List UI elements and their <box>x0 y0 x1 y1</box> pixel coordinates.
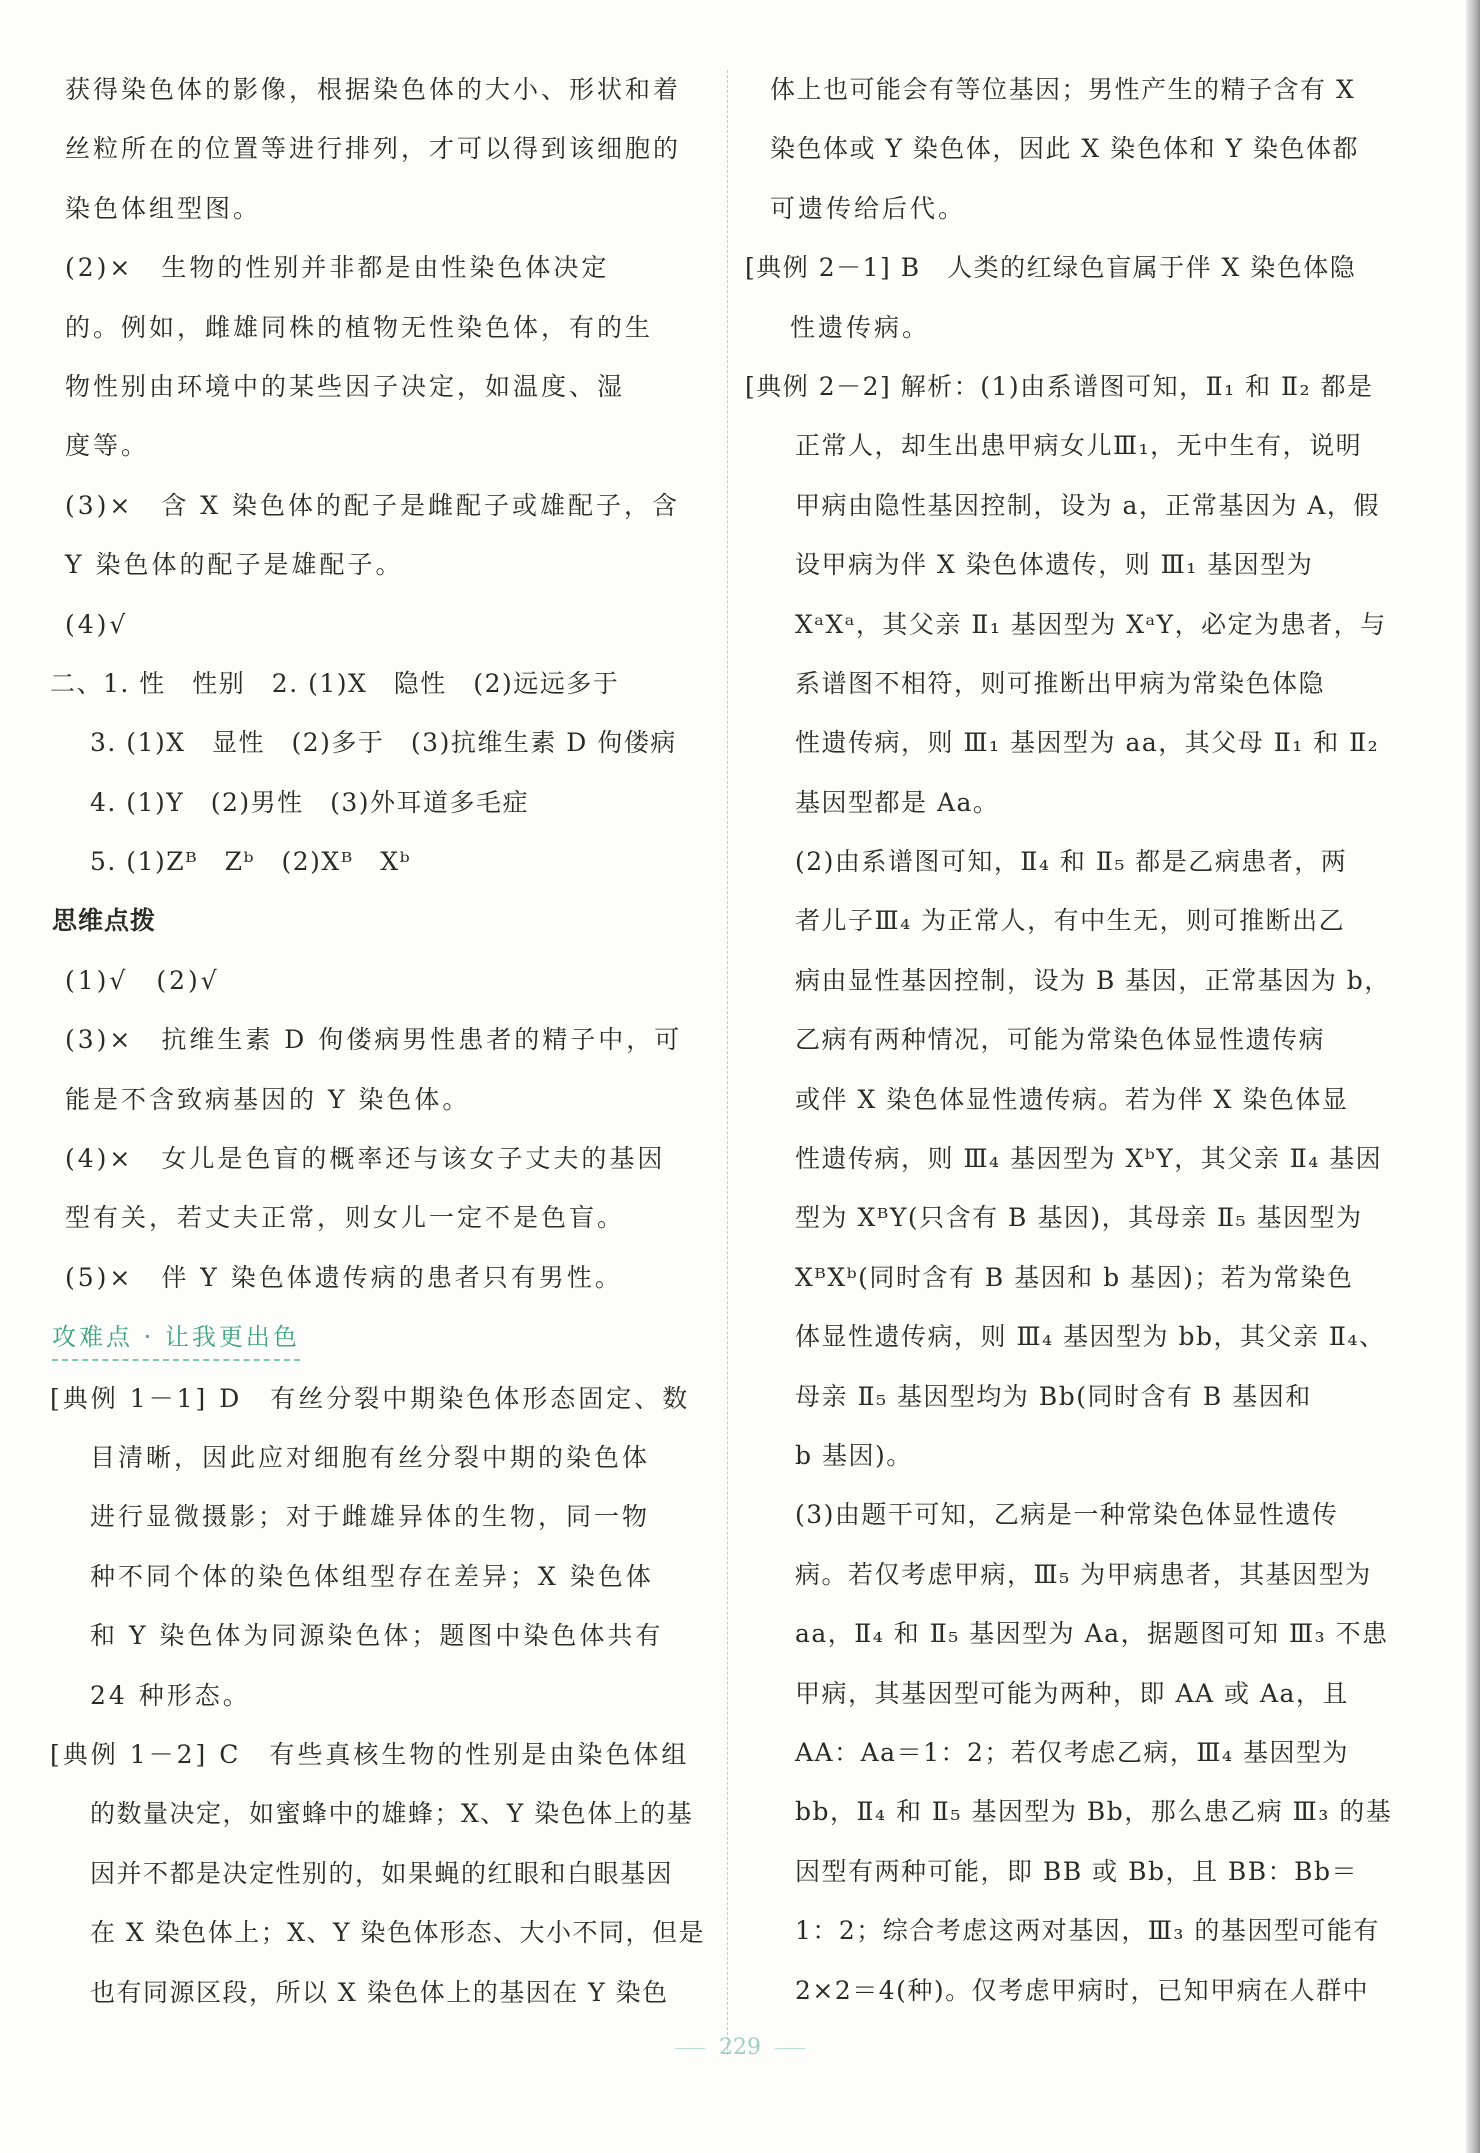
text-line: 正常人，却生出患甲病女儿Ⅲ₁，无中生有，说明 <box>795 431 1363 461</box>
text-line: 染色体组型图。 <box>65 193 262 223</box>
text-line: 性遗传病。 <box>790 312 931 342</box>
text-line: 体显性遗传病，则 Ⅲ₄ 基因型为 bb，其父亲 Ⅱ₄、 <box>795 1322 1386 1352</box>
text-line: XᵃXᵃ，其父亲 Ⅱ₁ 基因型为 XᵃY，必定为患者，与 <box>795 609 1387 639</box>
text-line: XᴮXᵇ(同时含有 B 基因和 b 基因)；若为常染色 <box>795 1262 1354 1292</box>
text-line: 型有关，若丈夫正常，则女儿一定不是色盲。 <box>65 1203 626 1233</box>
text-line: 种不同个体的染色体组型存在差异；X 染色体 <box>90 1561 654 1591</box>
page-edge-shadow <box>1466 0 1480 2153</box>
section-heading-difficult: 攻难点 · 让我更出色 <box>52 1315 300 1361</box>
text-line: 也有同源区段，所以 X 染色体上的基因在 Y 染色 <box>90 1977 669 2007</box>
text-line: Y 染色体的配子是雄配子。 <box>65 550 404 580</box>
text-line: 甲病由隐性基因控制，设为 a，正常基因为 A，假 <box>795 490 1380 520</box>
text-line: 在 X 染色体上；X、Y 染色体形态、大小不同，但是 <box>90 1918 705 1948</box>
text-line: 体上也可能会有等位基因；男性产生的精子含有 X <box>770 75 1356 104</box>
text-line: 甲病，其基因型可能为两种，即 AA 或 Aa，且 <box>795 1678 1349 1708</box>
text-line: 可遗传给后代。 <box>770 193 967 223</box>
text-line: 2×2＝4(种)。仅考虑甲病时，已知甲病在人群中 <box>795 1975 1370 2005</box>
text-line: (3)× 抗维生素 D 佝偻病男性患者的精子中，可 <box>65 1025 683 1055</box>
text-line: (4)× 女儿是色盲的概率还与该女子丈夫的基因 <box>65 1144 666 1174</box>
left-column <box>50 60 705 2022</box>
right-column <box>745 60 1393 2020</box>
page-number: 229 <box>719 2035 761 2060</box>
text-line: 24 种形态。 <box>90 1680 251 1710</box>
text-line: 或伴 X 染色体显性遗传病。若为伴 X 染色体显 <box>795 1084 1349 1114</box>
text-line: 进行显微摄影；对于雌雄异体的生物，同一物 <box>90 1502 651 1532</box>
text-line: aa，Ⅱ₄ 和 Ⅱ₅ 基因型为 Aa，据题图可知 Ⅲ₃ 不患 <box>795 1619 1389 1649</box>
footer-rule-right <box>775 2048 805 2049</box>
text-line: 物性别由环境中的某些因子决定，如温度、湿 <box>65 371 626 401</box>
text-line: 乙病有两种情况，可能为常染色体显性遗传病 <box>795 1025 1326 1055</box>
page-footer <box>0 2035 1480 2060</box>
text-line: (2)由系谱图可知，Ⅱ₄ 和 Ⅱ₅ 都是乙病患者，两 <box>795 847 1348 877</box>
text-line: AA：Aa＝1：2；若仅考虑乙病，Ⅲ₄ 基因型为 <box>795 1737 1349 1767</box>
text-line: (4)√ <box>65 609 129 639</box>
text-line: 目清晰，因此应对细胞有丝分裂中期的染色体 <box>90 1442 651 1472</box>
text-line: 基因型都是 Aa。 <box>795 787 1000 817</box>
example-2-1: [典例 2－1] B 人类的红绿色盲属于伴 X 染色体隐 <box>745 253 1357 283</box>
text-line: 系谱图不相符，则可推断出甲病为常染色体隐 <box>795 668 1326 698</box>
text-line: 者儿子Ⅲ₄ 为正常人，有中生无，则可推断出乙 <box>795 906 1346 936</box>
text-line: (3)由题干可知，乙病是一种常染色体显性遗传 <box>795 1500 1339 1530</box>
text-line: 因并不都是决定性别的，如果蝇的红眼和白眼基因 <box>90 1858 674 1888</box>
text-line: 的。例如，雌雄同株的植物无性染色体，有的生 <box>65 312 654 342</box>
text-line: 性遗传病，则 Ⅲ₁ 基因型为 aa，其父母 Ⅱ₁ 和 Ⅱ₂ <box>795 728 1380 758</box>
text-line: 能是不含致病基因的 Y 染色体。 <box>65 1084 471 1114</box>
text-line: 病。若仅考虑甲病，Ⅲ₅ 为甲病患者，其基因型为 <box>795 1559 1372 1589</box>
example-1-2: [典例 1－2] C 有些真核生物的性别是由染色体组 <box>50 1739 690 1769</box>
text-line: b 基因)。 <box>795 1440 913 1470</box>
text-line: (3)× 含 X 染色体的配子是雌配子或雄配子，含 <box>65 490 681 520</box>
text-line: 型为 XᴮY(只含有 B 基因)，其母亲 Ⅱ₅ 基因型为 <box>795 1203 1363 1233</box>
text-line: 度等。 <box>65 431 150 461</box>
text-line: 因型有两种可能，即 BB 或 Bb，且 BB：Bb＝ <box>795 1856 1359 1886</box>
section-heading-thinking: 思维点拨 <box>52 906 157 936</box>
answer-item-3: 3. (1)X 显性 (2)多于 (3)抗维生素 D 佝偻病 <box>90 728 677 758</box>
text-line: 丝粒所在的位置等进行排列，才可以得到该细胞的 <box>65 134 682 164</box>
text-line: 获得染色体的影像，根据染色体的大小、形状和着 <box>65 75 682 104</box>
example-1-1: [典例 1－1] D 有丝分裂中期染色体形态固定、数 <box>50 1383 691 1413</box>
text-line: 1：2；综合考虑这两对基因，Ⅲ₃ 的基因型可能有 <box>795 1916 1380 1946</box>
answer-item-4: 4. (1)Y (2)男性 (3)外耳道多毛症 <box>90 787 530 817</box>
text-line: 染色体或 Y 染色体，因此 X 染色体和 Y 染色体都 <box>770 134 1359 164</box>
text-line: 母亲 Ⅱ₅ 基因型均为 Bb(同时含有 B 基因和 <box>795 1381 1312 1411</box>
text-line: (5)× 伴 Y 染色体遗传病的患者只有男性。 <box>65 1262 623 1292</box>
example-2-2: [典例 2－2] 解析：(1)由系谱图可知，Ⅱ₁ 和 Ⅱ₂ 都是 <box>745 371 1374 401</box>
text-line: 和 Y 染色体为同源染色体；题图中染色体共有 <box>90 1621 664 1651</box>
text-line: (1)√ (2)√ <box>65 965 220 995</box>
text-line: 设甲病为伴 X 染色体遗传，则 Ⅲ₁ 基因型为 <box>795 550 1314 580</box>
answer-section-two: 二、1. 性 性别 2. (1)X 隐性 (2)远远多于 <box>50 668 620 698</box>
footer-rule-left <box>675 2048 705 2049</box>
column-divider <box>727 70 728 2055</box>
text-line: 病由显性基因控制，设为 B 基因，正常基因为 b， <box>795 965 1391 995</box>
text-line: (2)× 生物的性别并非都是由性染色体决定 <box>65 253 610 283</box>
text-line: 性遗传病，则 Ⅲ₄ 基因型为 XᵇY，其父亲 Ⅱ₄ 基因 <box>795 1144 1383 1174</box>
answer-item-5: 5. (1)Zᴮ Zᵇ (2)Xᴮ Xᵇ <box>90 847 412 877</box>
text-line: 的数量决定，如蜜蜂中的雄蜂；X、Y 染色体上的基 <box>90 1799 694 1829</box>
text-line: bb，Ⅱ₄ 和 Ⅱ₅ 基因型为 Bb，那么患乙病 Ⅲ₃ 的基 <box>795 1797 1393 1827</box>
